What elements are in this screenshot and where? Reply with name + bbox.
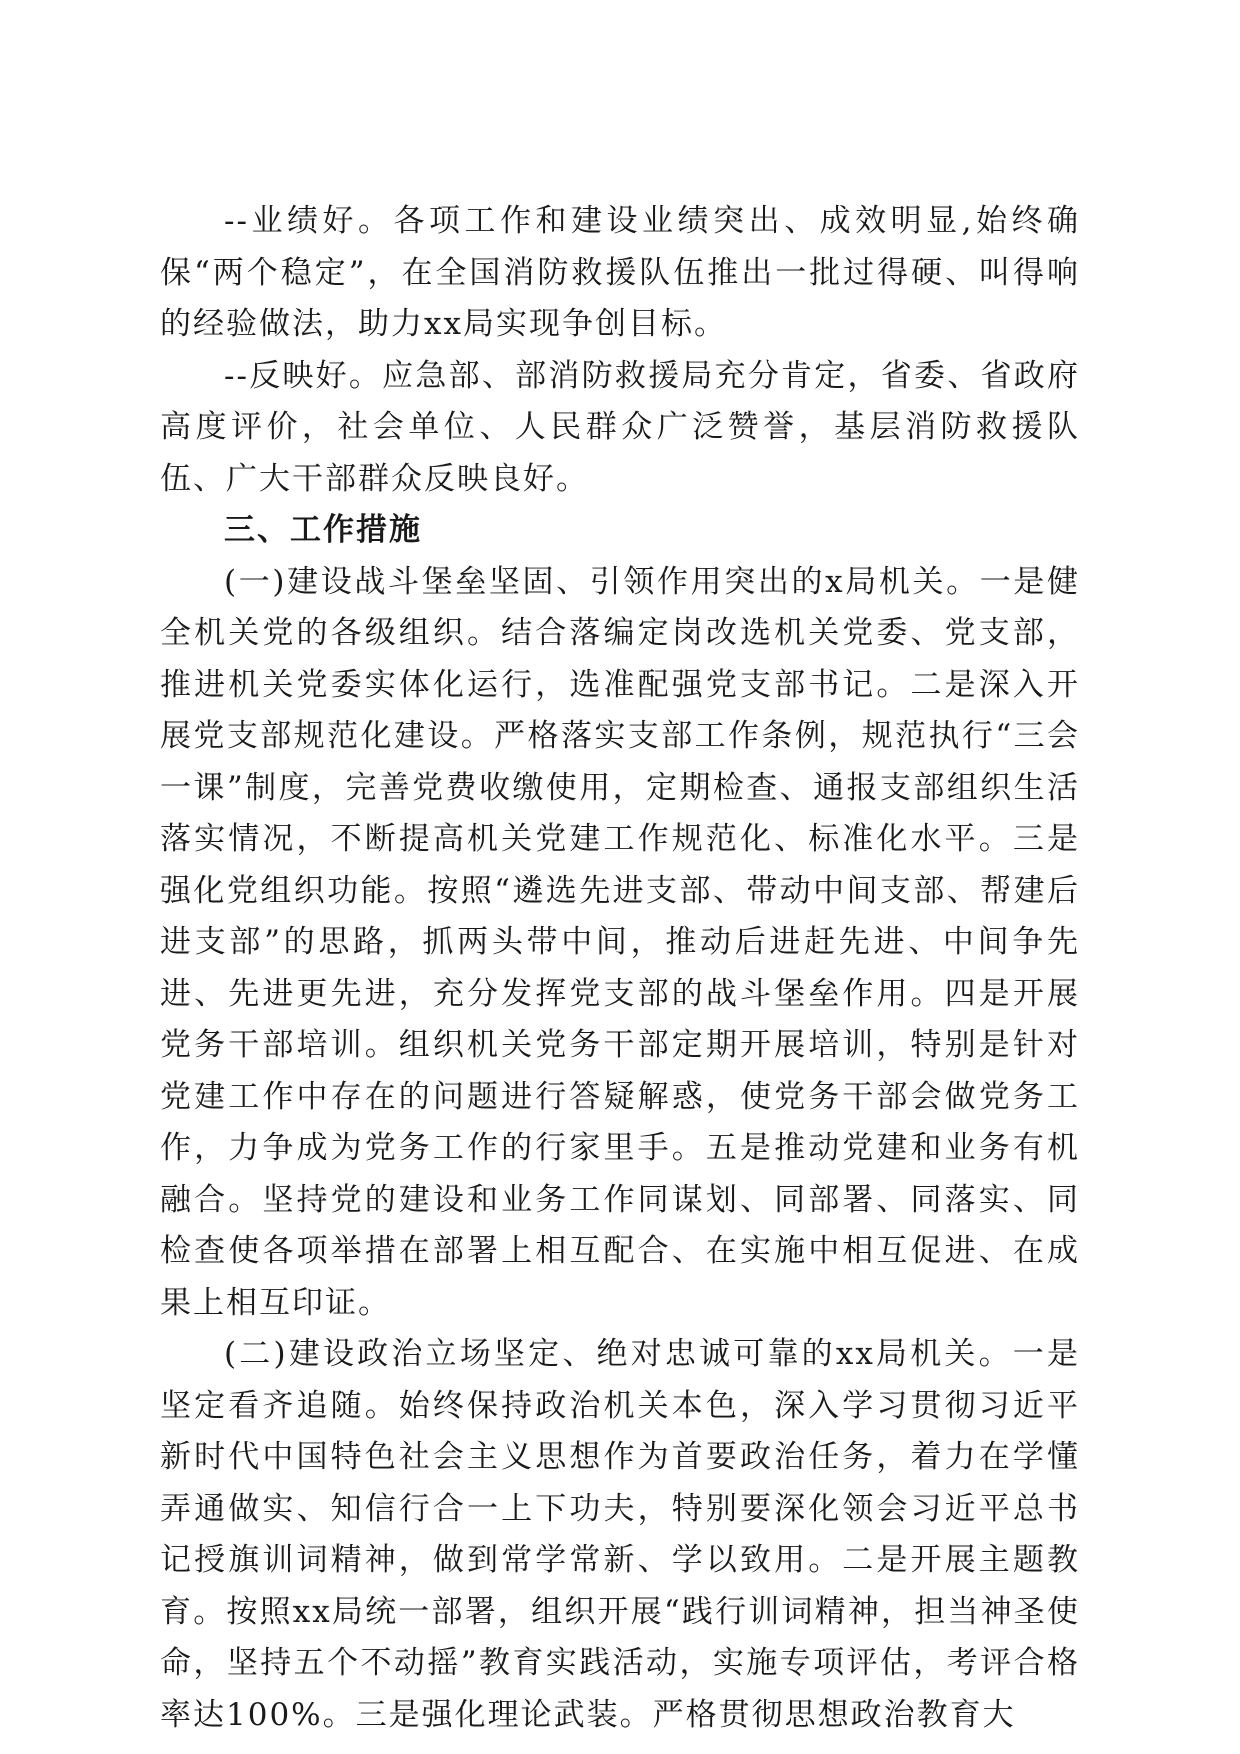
paragraph-measure-1: (一)建设战斗堡垒坚固、引领作用突出的x局机关。一是健全机关党的各级组织。结合落编定岗改选机关党委、党支部，推进机关党委实体化运行，选准配强党支部书记。二是深入开展党支部规范化建设。严格落实支部工作条例，规范执行“三会一课”制度，完善党费收缴使用，定期检查、通报支部组织生活落实情况，不断提高机关党建工作规范化、标准化水平。三是强化党组织功能。按照“遴选先进支部、带动中间支部、帮建后进支部”的思路，抓两头带中间，推动后进赶先进、中间争先进、先进更先进，充分发挥党支部的战斗堡垒作用。四是开展党务干部培训。组织机关党务干部定期开展培训，特别是针对党建工作中存在的问题进行答疑解惑，使党务干部会做党务工作，力争成为党务工作的行家里手。五是推动党建和业务有机融合。坚持党的建设和业务工作同谋划、同部署、同落实、同检查使各项举措在部署上相互配合、在实施中相互促进、在成果上相互印证。 [160,563,1080,1321]
section-heading-work-measures: 三、工作措施 [224,512,422,548]
document-body [160,196,1080,1741]
paragraph-feedback: --反映好。应急部、部消防救援局充分肯定，省委、省政府高度评价，社会单位、人民群众广泛赞誉，基层消防救援队伍、广大干部群众反映良好。 [160,357,1080,497]
paragraph-performance: --业绩好。各项工作和建设业绩突出、成效明显,始终确保“两个稳定”，在全国消防救援队伍推出一批过得硬、叫得响的经验做法，助力xx局实现争创目标。 [160,203,1080,342]
paragraph-measure-2: (二)建设政治立场坚定、绝对忠诚可靠的xx局机关。一是坚定看齐追随。始终保持政治机关本色，深入学习贯彻习近平新时代中国特色社会主义思想作为首要政治任务，着力在学懂弄通做实、知信行合一上下功夫，特别要深化领会习近平总书记授旗训词精神，做到常学常新、学以致用。二是开展主题教育。按照xx局统一部署，组织开展“践行训词精神，担当神圣使命，坚持五个不动摇”教育实践活动，实施专项评估，考评合格率达100%。三是强化理论武装。严格贯彻思想政治教育大 [160,1336,1080,1733]
